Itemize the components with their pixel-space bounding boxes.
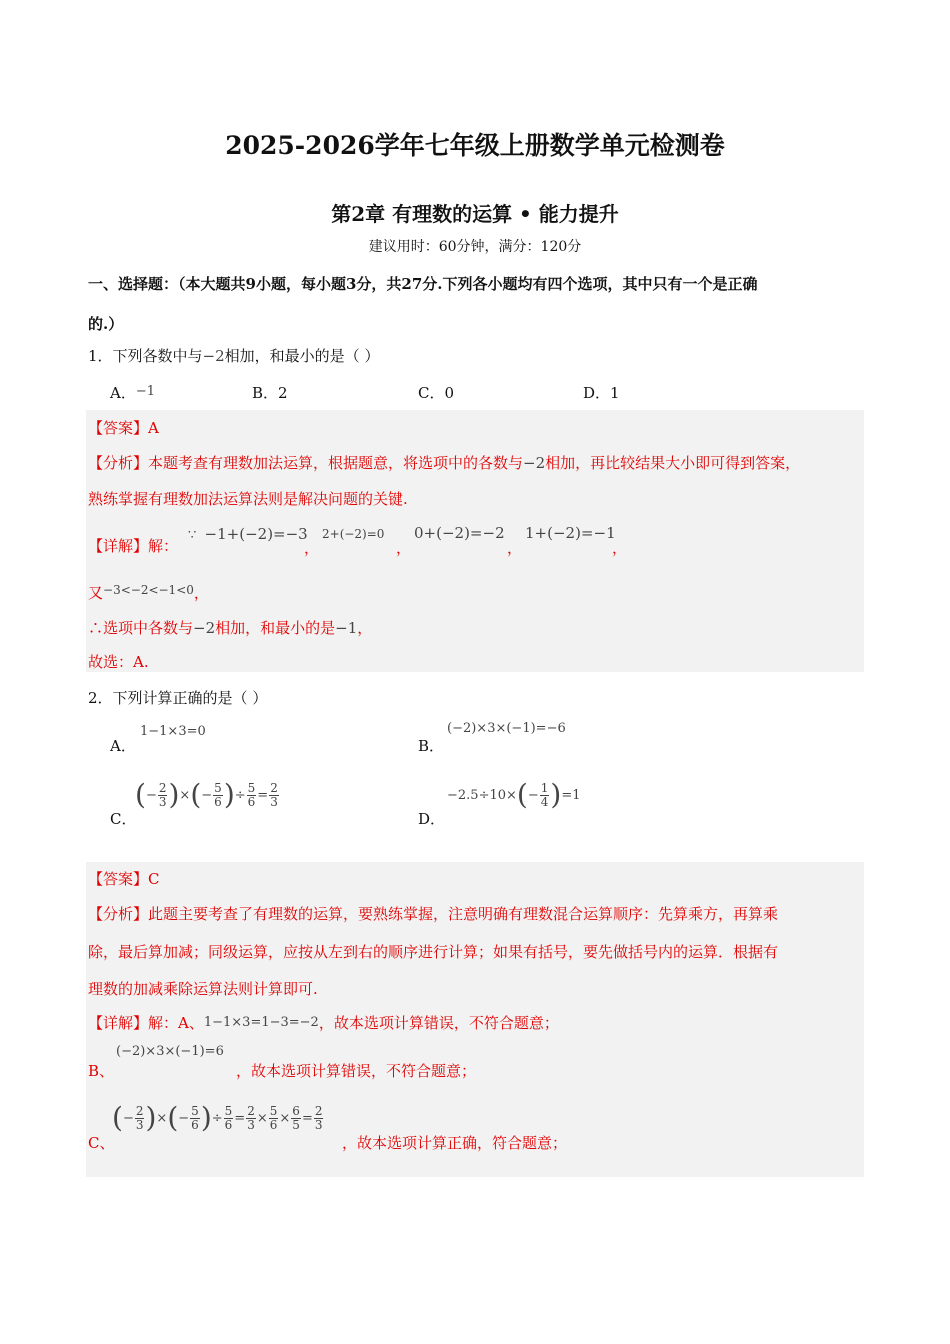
q1-inequality: 又$^{-3<-2<-1<0}$， bbox=[88, 583, 209, 602]
fraction: $\frac{5}{6}$ bbox=[224, 1103, 233, 1132]
q2-option-d-math: −2.5÷10× ( − $\frac{1}{4}$ ) =1 bbox=[447, 778, 581, 811]
q1-calc-2: 2+(−2)=0 bbox=[322, 527, 385, 541]
q1-analysis: 【分析】本题考查有理数加法运算，根据题意，将选项中的各数与−2相加，再比较结果大小即可得到答案， bbox=[88, 454, 801, 472]
q2-option-d[interactable]: D． bbox=[418, 810, 446, 828]
chapter-subtitle: 第2章 有理数的运算 • 能力提升 bbox=[331, 202, 619, 226]
fraction: $\frac{5}{6}$ bbox=[214, 780, 222, 809]
q1-calc-1: ∵ −1+(−2)=−3 bbox=[188, 525, 308, 543]
fraction: $\frac{1}{4}$ bbox=[540, 780, 549, 809]
q2-analysis-2: 除，最后算加减；同级运算，应按从左到右的顺序进行计算；如果有括号，要先做括号内的运算．根据有 bbox=[88, 943, 779, 961]
q1-conclusion: ∴选项中各数与−2相加，和最小的是−1， bbox=[88, 619, 373, 637]
q2-detail-b-math: (−2)×3×(−1)=6 bbox=[116, 1044, 224, 1059]
q1-comma-1: ， bbox=[304, 539, 320, 557]
fraction: $\frac{5}{6}$ bbox=[191, 1103, 199, 1132]
q1-comma-2: ， bbox=[396, 539, 412, 557]
q1-option-c[interactable]: C．0 bbox=[418, 384, 455, 402]
q2-analysis-3: 理数的加减乘除运算法则计算即可. bbox=[88, 980, 318, 998]
q1-detail-label: 【详解】解： bbox=[88, 537, 179, 555]
q1-calc-4: 1+(−2)=−1 bbox=[525, 524, 616, 542]
q2-option-b[interactable]: B． bbox=[418, 737, 445, 755]
q2-answer: 【答案】C bbox=[88, 870, 160, 888]
q2-option-a[interactable]: A． bbox=[110, 737, 136, 755]
q2-analysis-1: 【分析】此题主要考查了有理数的运算，要熟练掌握，注意明确有理数混合运算顺序：先算乘方，再算乘 bbox=[88, 905, 779, 923]
fraction: $\frac{2}{3}$ bbox=[158, 780, 167, 809]
q1-choose: 故选：A. bbox=[88, 653, 149, 671]
q1-stem: 1．下列各数中与−2相加，和最小的是（ ） bbox=[88, 347, 380, 365]
q1-analysis-cont: 熟练掌握有理数加法运算法则是解决问题的关键. bbox=[88, 490, 408, 508]
q2-detail-a: 【详解】解：A、1−1×3=1−3=−2，故本选项计算错误，不符合题意； bbox=[88, 1014, 559, 1032]
q2-detail-c-label: C、 bbox=[88, 1134, 115, 1152]
section-heading-cont: 的.） bbox=[88, 315, 124, 333]
time-note: 建议用时：60分钟，满分：120分 bbox=[368, 239, 582, 255]
section-heading: 一、选择题：（本大题共9小题，每小题3分，共27分.下列各小题均有四个选项，其中只有一个是正确 bbox=[88, 275, 758, 293]
q2-detail-c-math: ( − $\frac{2}{3}$ ) × ( − $\frac{5}{6}$ ) ÷ $\frac{5}{6}$ = $\frac{2}{3}$ × $\frac{5}{6}$ × $\frac{6}{5}$ = $\frac{2}{3}$ bbox=[112, 1101, 323, 1134]
q2-option-a-math: 1−1×3=0 bbox=[140, 724, 206, 739]
q1-option-d[interactable]: D．1 bbox=[583, 384, 620, 402]
fraction: $\frac{5}{6}$ bbox=[247, 780, 256, 809]
q1-answer: 【答案】A bbox=[88, 419, 159, 437]
q1-comma-3: ， bbox=[507, 539, 523, 557]
fraction: $\frac{2}{3}$ bbox=[270, 780, 278, 809]
fraction: $\frac{2}{3}$ bbox=[135, 1103, 144, 1132]
fraction: $\frac{6}{5}$ bbox=[292, 1103, 300, 1132]
fraction: $\frac{5}{6}$ bbox=[269, 1103, 278, 1132]
q2-detail-c-text: ，故本选项计算正确，符合题意； bbox=[342, 1134, 568, 1152]
q2-detail-b-text: ，故本选项计算错误，不符合题意； bbox=[236, 1062, 477, 1080]
q1-option-a[interactable]: A．−1 bbox=[110, 384, 156, 402]
q2-option-b-math: (−2)×3×(−1)=−6 bbox=[447, 721, 566, 736]
fraction: $\frac{2}{3}$ bbox=[247, 1103, 255, 1132]
q2-option-c[interactable]: C． bbox=[110, 810, 137, 828]
q2-option-c-math: ( − $\frac{2}{3}$ ) × ( − $\frac{5}{6}$ ) ÷ $\frac{5}{6}$ = $\frac{2}{3}$ bbox=[135, 778, 278, 811]
q1-comma-4: ， bbox=[612, 539, 628, 557]
q1-option-b[interactable]: B．2 bbox=[252, 384, 288, 402]
q2-stem: 2．下列计算正确的是（ ） bbox=[88, 689, 268, 707]
page-title: 2025-2026学年七年级上册数学单元检测卷 bbox=[225, 131, 725, 160]
fraction: $\frac{2}{3}$ bbox=[314, 1103, 323, 1132]
q1-calc-3: 0+(−2)=−2 bbox=[414, 524, 505, 542]
q2-detail-b-label: B、 bbox=[88, 1062, 115, 1080]
